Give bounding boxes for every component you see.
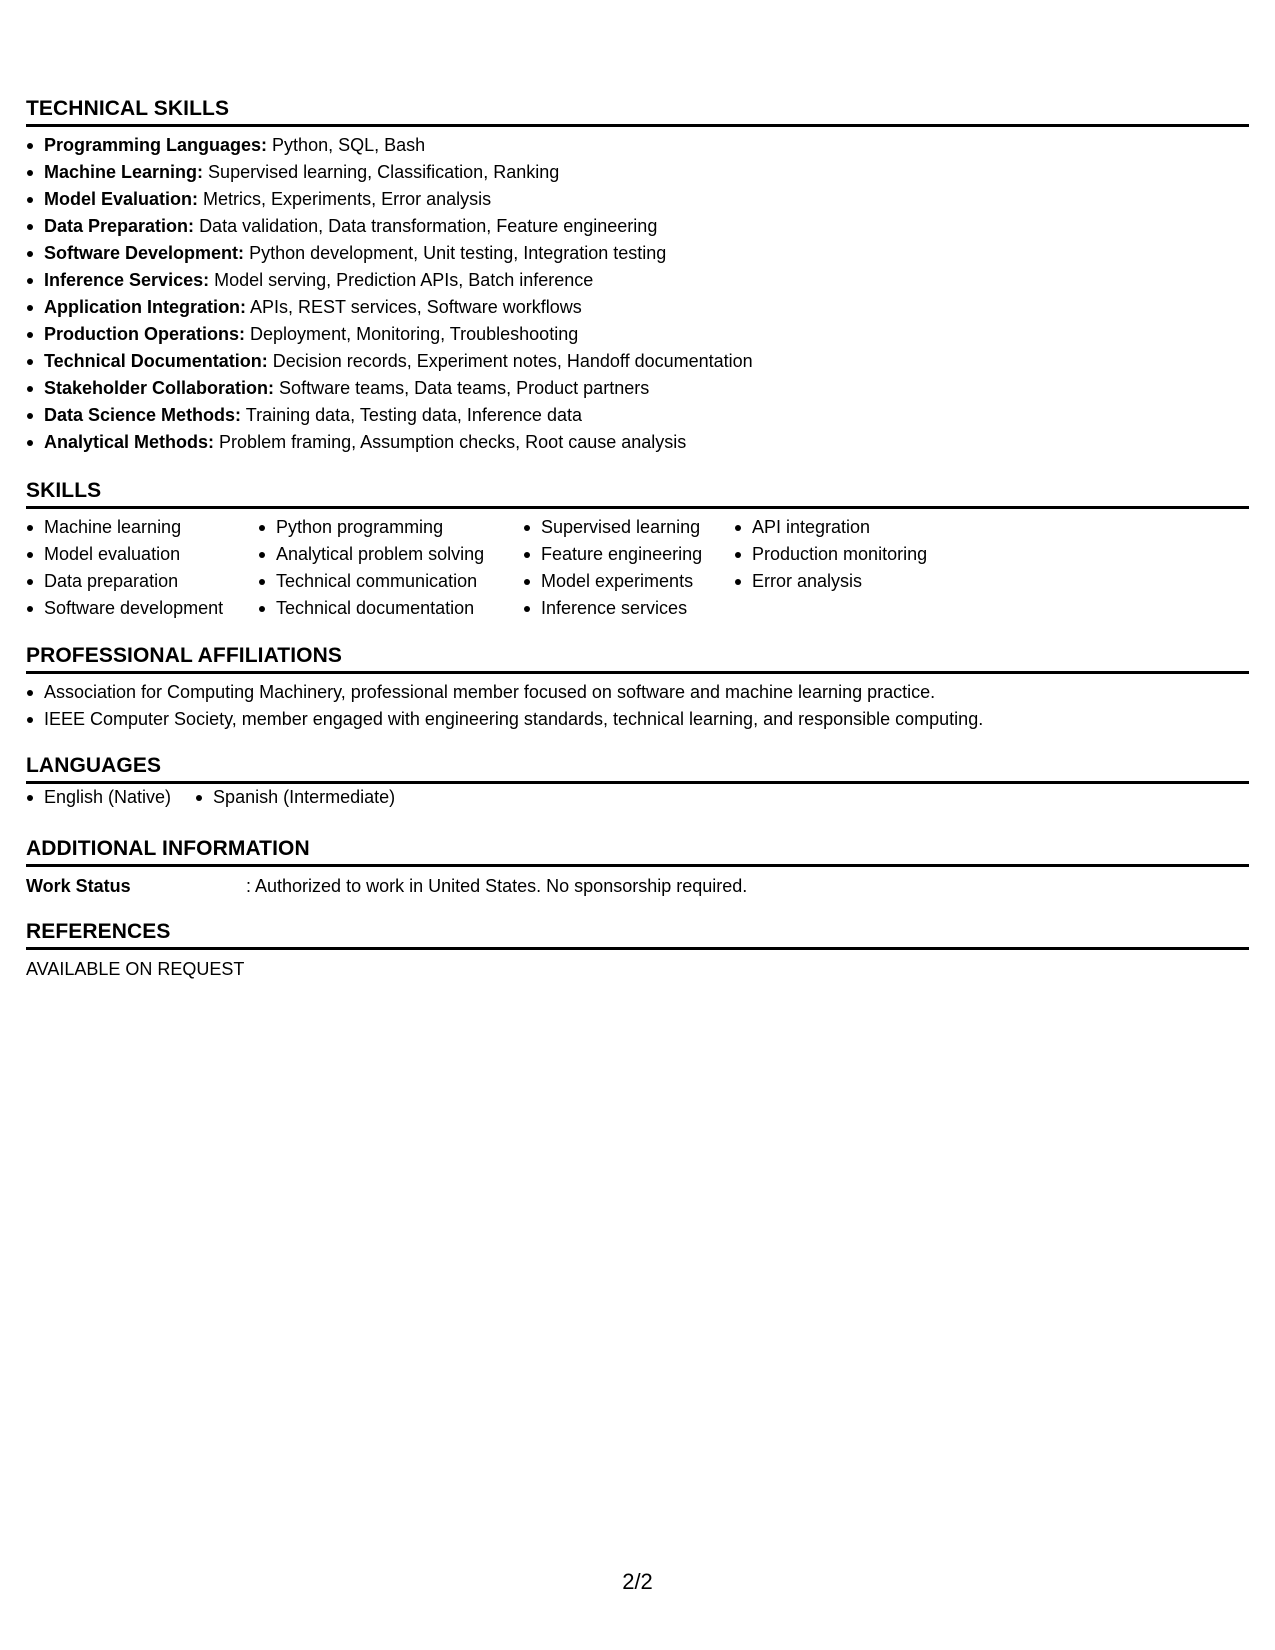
info-key: Work Status <box>26 876 131 896</box>
references-section <box>26 919 1249 982</box>
additional-information-section <box>26 836 1249 899</box>
skills-column <box>26 514 258 622</box>
list-item <box>26 429 1249 456</box>
list-item: Inference services <box>523 595 734 622</box>
professional-affiliations-section <box>26 643 1249 733</box>
list-item <box>26 294 1249 321</box>
section-title-skills: SKILLS <box>26 478 1249 509</box>
skill-category-label: Software Development: <box>44 243 245 263</box>
list-item <box>26 402 1249 429</box>
list-item <box>26 132 1249 159</box>
languages-list <box>26 784 1249 811</box>
references-text: AVAILABLE ON REQUEST <box>26 959 245 979</box>
skills-grid <box>26 514 1249 622</box>
list-item: English (Native) <box>26 784 171 811</box>
list-item: Analytical problem solving <box>258 541 523 568</box>
list-item <box>26 159 1249 186</box>
skill-category-label: Data Science Methods: <box>44 405 242 425</box>
list-item: Model evaluation <box>26 541 258 568</box>
skill-category-value: Python development, Unit testing, Integration testing <box>249 243 667 263</box>
skill-category-label: Application Integration: <box>44 297 246 317</box>
page-number: 2/2 <box>622 1569 653 1594</box>
list-item: Spanish (Intermediate) <box>195 784 395 811</box>
skill-category-value: Training data, Testing data, Inference data <box>245 405 582 425</box>
list-item: Data preparation <box>26 568 258 595</box>
skills-section <box>26 478 1249 622</box>
list-item <box>26 267 1249 294</box>
list-item: Technical documentation <box>258 595 523 622</box>
list-item: Feature engineering <box>523 541 734 568</box>
affiliations-list <box>26 679 1249 733</box>
skill-category-label: Stakeholder Collaboration: <box>44 378 275 398</box>
skills-column <box>523 514 734 622</box>
section-title-technical-skills: TECHNICAL SKILLS <box>26 96 1249 127</box>
skill-category-label: Data Preparation: <box>44 216 195 236</box>
list-item <box>26 213 1249 240</box>
section-title-references: REFERENCES <box>26 919 1249 950</box>
skills-column <box>734 514 1034 622</box>
skill-category-value: Metrics, Experiments, Error analysis <box>203 189 492 209</box>
list-item <box>26 321 1249 348</box>
list-item <box>26 375 1249 402</box>
skill-category-value: Decision records, Experiment notes, Handoff documentation <box>272 351 753 371</box>
skills-column <box>258 514 523 622</box>
skill-category-value: Problem framing, Assumption checks, Root cause analysis <box>219 432 687 452</box>
skill-category-label: Model Evaluation: <box>44 189 199 209</box>
technical-skills-section <box>26 96 1249 456</box>
skill-category-value: Python, SQL, Bash <box>272 135 426 155</box>
section-title-affiliations: PROFESSIONAL AFFILIATIONS <box>26 643 1249 674</box>
skill-category-label: Machine Learning: <box>44 162 204 182</box>
skill-category-value: Supervised learning, Classification, Ranking <box>208 162 560 182</box>
list-item: Model experiments <box>523 568 734 595</box>
skill-category-label: Technical Documentation: <box>44 351 268 371</box>
list-item: Machine learning <box>26 514 258 541</box>
section-title-languages: LANGUAGES <box>26 753 1249 784</box>
skill-category-label: Inference Services: <box>44 270 210 290</box>
skill-category-value: APIs, REST services, Software workflows <box>250 297 582 317</box>
skill-category-label: Programming Languages: <box>44 135 268 155</box>
list-item <box>26 186 1249 213</box>
list-item <box>26 348 1249 375</box>
skill-category-value: Model serving, Prediction APIs, Batch inference <box>214 270 594 290</box>
list-item: Technical communication <box>258 568 523 595</box>
list-item <box>26 240 1249 267</box>
list-item: Software development <box>26 595 258 622</box>
info-separator: : <box>246 876 252 896</box>
section-title-additional-information: ADDITIONAL INFORMATION <box>26 836 1249 867</box>
info-value: Authorized to work in United States. No sponsorship required. <box>255 876 748 896</box>
list-item: API integration <box>734 514 1034 541</box>
info-row <box>26 873 1249 899</box>
skill-category-label: Analytical Methods: <box>44 432 215 452</box>
list-item: IEEE Computer Society, member engaged with engineering standards, technical learning, and responsible computing. <box>26 706 1249 733</box>
list-item: Production monitoring <box>734 541 1034 568</box>
list-item: Error analysis <box>734 568 1034 595</box>
skill-category-value: Deployment, Monitoring, Troubleshooting <box>250 324 579 344</box>
skill-category-value: Data validation, Data transformation, Feature engineering <box>199 216 658 236</box>
languages-section <box>26 753 1249 811</box>
list-item: Python programming <box>258 514 523 541</box>
list-item: Supervised learning <box>523 514 734 541</box>
skill-category-value: Software teams, Data teams, Product partners <box>279 378 650 398</box>
skill-category-label: Production Operations: <box>44 324 246 344</box>
technical-skills-list <box>26 132 1249 456</box>
list-item: Association for Computing Machinery, professional member focused on software and machine learning practice. <box>26 679 1249 706</box>
